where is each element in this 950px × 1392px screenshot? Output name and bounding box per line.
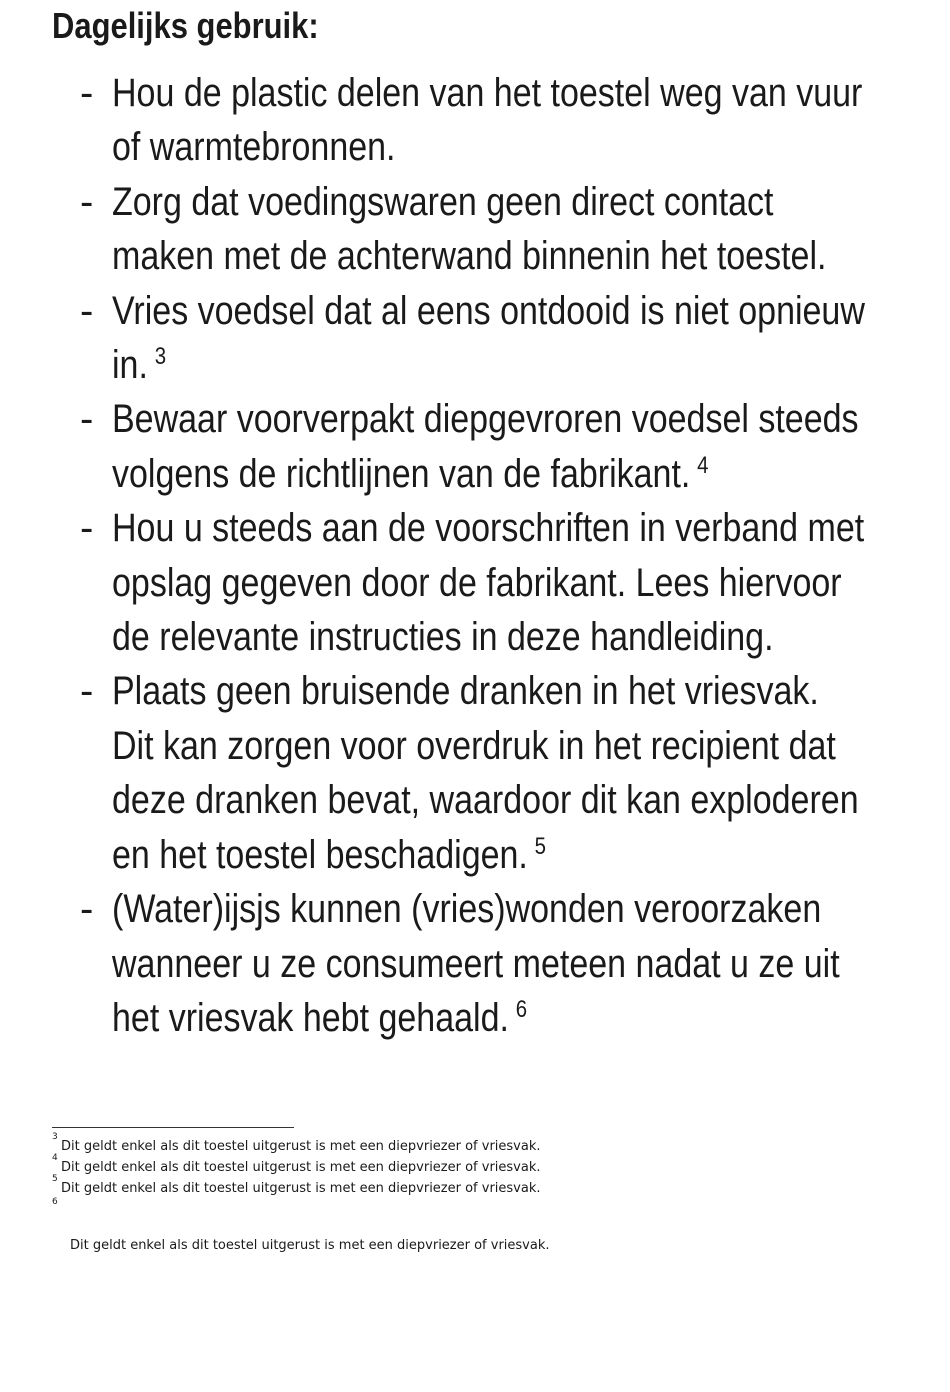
instruction-line (112, 338, 816, 392)
instruction-text: Bewaar voorverpakt diepgevroren voedsel steeds (112, 397, 859, 442)
instruction-text: Zorg dat voedingswaren geen direct contact (112, 179, 774, 224)
instruction-list (80, 66, 940, 1045)
instruction-line (112, 447, 816, 501)
instruction-line (112, 392, 859, 446)
footnote-reference[interactable]: 6 (515, 995, 528, 1023)
instruction-text: het vriesvak hebt gehaald. (112, 995, 509, 1040)
instruction-text: maken met de achterwand binnenin het toestel. (112, 234, 827, 279)
instruction-line (112, 501, 865, 555)
footnote-reference[interactable]: 4 (697, 451, 709, 479)
instruction-text: (Water)ijsjs kunnen (vries)wonden veroorzaken (112, 887, 822, 932)
instruction-text: Hou de plastic delen van het toestel weg van vuur (112, 71, 863, 115)
footnote-6-text: Dit geldt enkel als dit toestel uitgerust is met een diepvriezer of vriesvak. (70, 1238, 550, 1253)
footnote-separator (52, 1127, 294, 1128)
instruction-text: deze dranken bevat, waardoor dit kan exploderen (112, 778, 859, 823)
instruction-item (80, 882, 940, 1045)
instruction-text: Vries voedsel dat al eens ontdooid is niet opnieuw (112, 288, 865, 333)
instruction-item (80, 392, 940, 501)
instruction-item (80, 175, 940, 284)
footnote-text: Dit geldt enkel als dit toestel uitgerust is met een diepvriezer of vriesvak. (61, 1181, 541, 1196)
instruction-line (112, 556, 842, 610)
instruction-line (112, 719, 836, 773)
instruction-line (112, 229, 827, 283)
instruction-line (112, 610, 816, 664)
instruction-line (112, 66, 863, 120)
footnote-6-number: 6 (52, 1197, 58, 1207)
section-heading: Dagelijks gebruik: (52, 5, 319, 46)
instruction-line (112, 882, 822, 936)
instruction-line (112, 175, 816, 229)
instruction-line (112, 991, 816, 1045)
footnote-text: Dit geldt enkel als dit toestel uitgerust is met een diepvriezer of vriesvak. (61, 1160, 541, 1175)
footnote-number: 5 (52, 1174, 58, 1184)
instruction-text: Hou u steeds aan de voorschriften in verband met (112, 506, 865, 551)
instruction-text: Plaats geen bruisende dranken in het vriesvak. (112, 669, 819, 714)
instruction-line (112, 664, 819, 718)
instruction-text: volgens de richtlijnen van de fabrikant. (112, 451, 691, 496)
bullet-dash: - (80, 397, 94, 442)
instruction-text: en het toestel beschadigen. (112, 832, 528, 877)
instruction-item (80, 66, 940, 175)
instruction-line (112, 937, 840, 991)
instruction-text: in. (112, 343, 148, 388)
instruction-text: opslag gegeven door de fabrikant. Lees hiervoor (112, 560, 842, 605)
footnote-reference[interactable]: 3 (154, 343, 167, 371)
bullet-dash: - (80, 887, 94, 932)
instruction-item (80, 284, 940, 393)
footnote-number: 3 (52, 1132, 58, 1142)
bullet-dash: - (80, 288, 94, 333)
instruction-line (112, 284, 865, 338)
bullet-dash: - (80, 71, 94, 115)
footnote-reference[interactable]: 5 (534, 832, 547, 860)
instruction-line (112, 828, 816, 882)
instruction-item (80, 664, 940, 882)
footnote-text: Dit geldt enkel als dit toestel uitgerust is met een diepvriezer of vriesvak. (61, 1139, 541, 1154)
instruction-text: de relevante instructies in deze handleiding. (112, 615, 774, 660)
instruction-line (112, 120, 816, 174)
footnote-number: 4 (52, 1153, 58, 1163)
instruction-text: wanneer u ze consumeert meteen nadat u ze uit (112, 941, 840, 986)
bullet-dash: - (80, 179, 94, 224)
instruction-text: Dit kan zorgen voor overdruk in het recipient dat (112, 723, 836, 768)
bullet-dash: - (80, 506, 94, 551)
instruction-line (112, 773, 859, 827)
instruction-item (80, 501, 940, 664)
instruction-text: of warmtebronnen. (112, 125, 396, 170)
bullet-dash: - (80, 669, 94, 714)
